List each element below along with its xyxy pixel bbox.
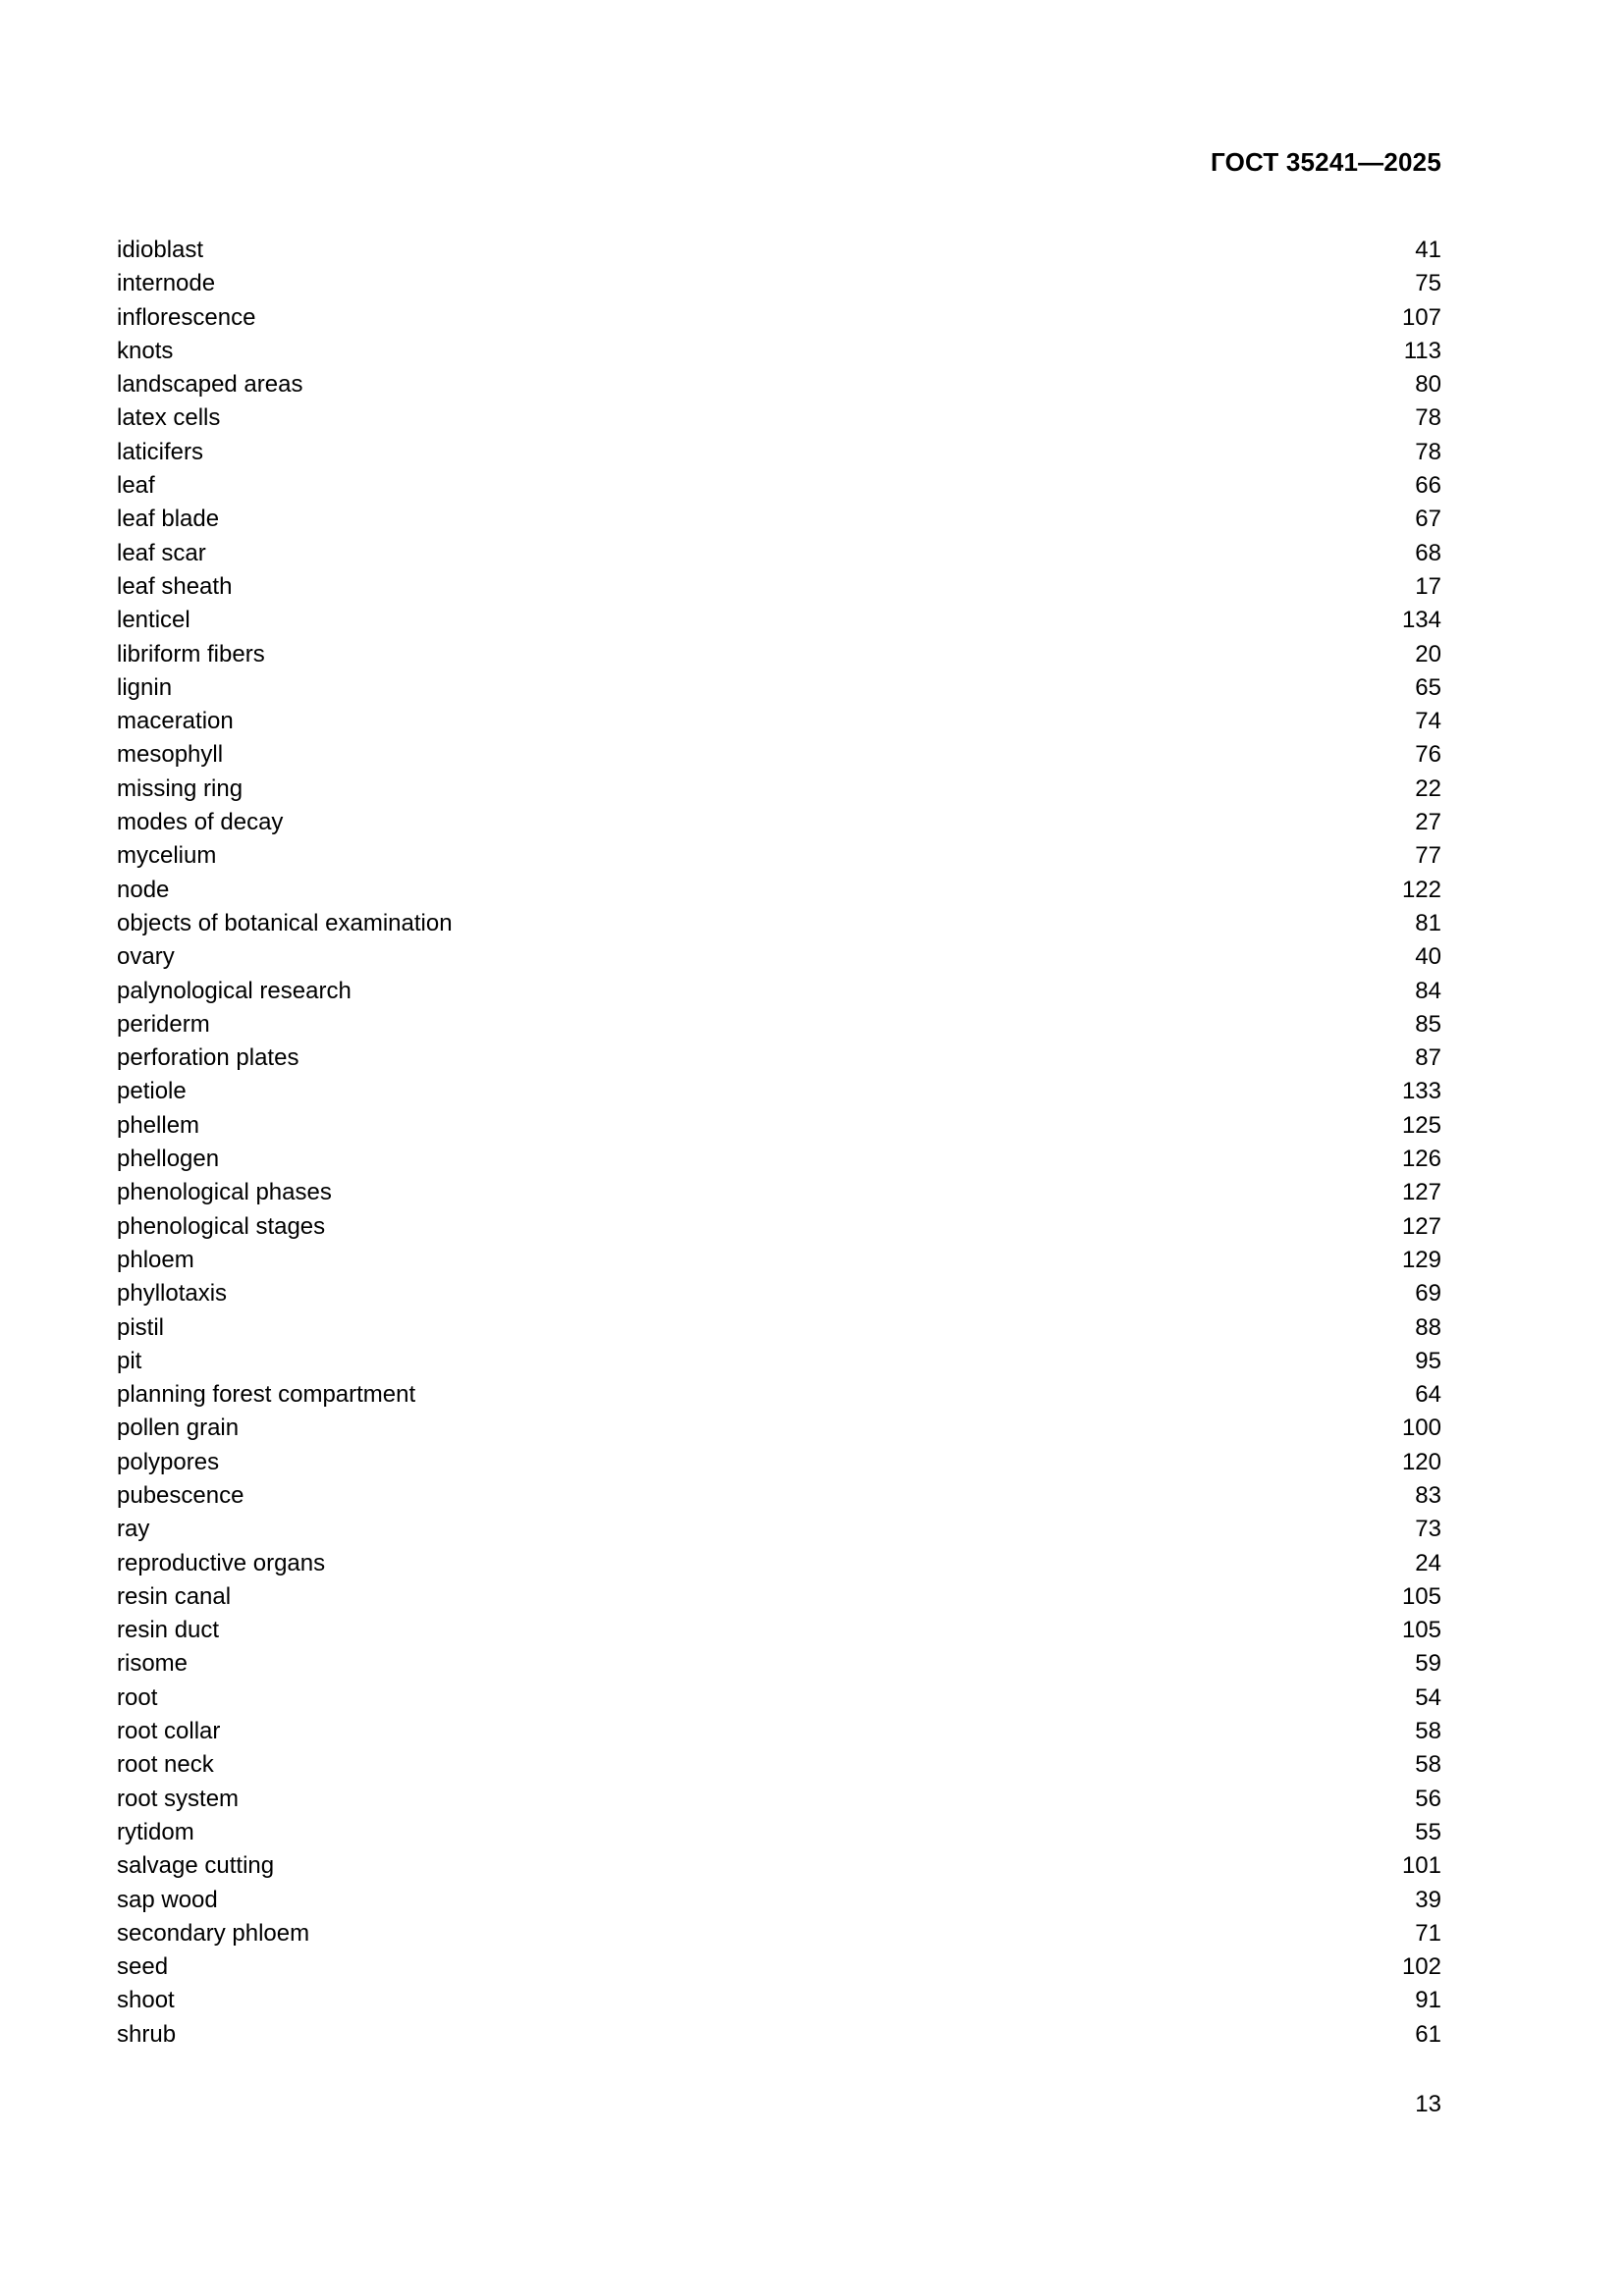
- index-term: phloem: [117, 1246, 194, 1273]
- index-term: perforation plates: [117, 1044, 299, 1072]
- index-entry: [117, 1277, 1441, 1310]
- index-term-number: 126: [1401, 1146, 1441, 1173]
- index-term-number: 41: [1415, 237, 1441, 263]
- index-term: lenticel: [117, 607, 190, 634]
- index-term-number: 55: [1415, 1818, 1441, 1845]
- index-term-number: 120: [1401, 1448, 1441, 1475]
- index-entry: [117, 1917, 1441, 1950]
- index-term: resin duct: [117, 1617, 220, 1644]
- index-term: palynological research: [117, 977, 352, 1004]
- index-entry: [117, 940, 1441, 974]
- index-term: petiole: [117, 1078, 187, 1105]
- index-term-number: 58: [1415, 1751, 1441, 1779]
- index-entry: [117, 1816, 1441, 1849]
- index-term: planning forest compartment: [117, 1381, 416, 1409]
- index-term-number: 56: [1415, 1785, 1441, 1812]
- index-entry: [117, 234, 1441, 267]
- index-entry: [117, 1849, 1441, 1883]
- index-term-number: 107: [1401, 303, 1441, 331]
- index-entry: [117, 874, 1441, 907]
- index-term-number: 20: [1415, 640, 1441, 667]
- index-term-number: 75: [1415, 270, 1441, 297]
- index-term-number: 40: [1415, 943, 1441, 971]
- index-term: resin canal: [117, 1582, 232, 1610]
- index-entry: [117, 1176, 1441, 1209]
- index-term-number: 80: [1415, 371, 1441, 399]
- index-entry: [117, 1682, 1441, 1715]
- index-entry: [117, 1143, 1441, 1176]
- index-term-number: 61: [1415, 2020, 1441, 2048]
- index-term-number: 76: [1415, 741, 1441, 769]
- index-term-number: 84: [1415, 977, 1441, 1004]
- index-entry: [117, 1479, 1441, 1513]
- index-term-number: 54: [1415, 1683, 1441, 1711]
- index-term-number: 133: [1401, 1078, 1441, 1105]
- index-term: root neck: [117, 1751, 214, 1779]
- index-entry: [117, 806, 1441, 839]
- index-term: leaf: [117, 472, 155, 500]
- index-entry: [117, 1109, 1441, 1143]
- index-term: pollen grain: [117, 1415, 240, 1442]
- index-entry: [117, 1210, 1441, 1244]
- index-term-number: 39: [1415, 1886, 1441, 1913]
- index-term-number: 100: [1401, 1415, 1441, 1442]
- index-term: reproductive organs: [117, 1549, 326, 1576]
- index-term: seed: [117, 1953, 169, 1981]
- index-term: phenological stages: [117, 1212, 326, 1240]
- index-term: phellem: [117, 1111, 200, 1139]
- index-term-number: 24: [1415, 1549, 1441, 1576]
- index-term: node: [117, 876, 170, 903]
- index-entry: [117, 267, 1441, 300]
- index-term: libriform fibers: [117, 640, 265, 667]
- index-term: phenological phases: [117, 1179, 332, 1206]
- index-entry: [117, 2018, 1441, 2052]
- index-entry: [117, 1647, 1441, 1681]
- index-term-number: 17: [1415, 572, 1441, 600]
- index-entry: [117, 1950, 1441, 1984]
- index-term-number: 27: [1415, 809, 1441, 836]
- index-term-number: 87: [1415, 1044, 1441, 1072]
- index-entry: [117, 1075, 1441, 1108]
- index-entry: [117, 335, 1441, 368]
- index-term: shoot: [117, 1987, 175, 2014]
- index-term: internode: [117, 270, 216, 297]
- index-term: sap wood: [117, 1886, 218, 1913]
- index-term: pubescence: [117, 1481, 244, 1509]
- index-entry: [117, 1244, 1441, 1277]
- index-term-number: 127: [1401, 1179, 1441, 1206]
- index-entry: [117, 503, 1441, 536]
- index-term-number: 64: [1415, 1381, 1441, 1409]
- index-term: ray: [117, 1516, 150, 1543]
- index-term-number: 22: [1415, 774, 1441, 802]
- index-entry: [117, 671, 1441, 705]
- index-term: root: [117, 1683, 158, 1711]
- index-term: salvage cutting: [117, 1852, 275, 1880]
- index-entry: [117, 1412, 1441, 1445]
- index-entry: [117, 1614, 1441, 1647]
- index-entry: [117, 1748, 1441, 1782]
- index-term-number: 134: [1401, 607, 1441, 634]
- index-term: knots: [117, 337, 174, 364]
- index-term-number: 101: [1401, 1852, 1441, 1880]
- index-term-number: 77: [1415, 842, 1441, 870]
- index-term-number: 68: [1415, 539, 1441, 566]
- index-entry: [117, 839, 1441, 873]
- index-term-number: 105: [1401, 1617, 1441, 1644]
- index-term-number: 73: [1415, 1516, 1441, 1543]
- index-term: modes of decay: [117, 809, 284, 836]
- index-entry: [117, 1345, 1441, 1378]
- index-term: leaf sheath: [117, 572, 233, 600]
- index-entry: [117, 436, 1441, 469]
- index-entry: [117, 604, 1441, 637]
- index-term-number: 127: [1401, 1212, 1441, 1240]
- index-term-number: 129: [1401, 1246, 1441, 1273]
- index-term: ovary: [117, 943, 175, 971]
- index-term: pit: [117, 1347, 142, 1374]
- index-term: phellogen: [117, 1146, 220, 1173]
- index-term-number: 59: [1415, 1650, 1441, 1678]
- index-term-number: 122: [1401, 876, 1441, 903]
- index-entry: [117, 537, 1441, 570]
- index-term-number: 81: [1415, 909, 1441, 936]
- index-term: risome: [117, 1650, 189, 1678]
- index-entry: [117, 738, 1441, 772]
- index-term: periderm: [117, 1010, 210, 1038]
- index-entry: [117, 1008, 1441, 1041]
- index-term-number: 102: [1401, 1953, 1441, 1981]
- index-entry: [117, 907, 1441, 940]
- index-term: laticifers: [117, 438, 204, 465]
- index-entry: [117, 1715, 1441, 1748]
- index-entry: [117, 368, 1441, 401]
- index-term-number: 78: [1415, 438, 1441, 465]
- index-term: root collar: [117, 1718, 221, 1745]
- page-number: 13: [1415, 2091, 1441, 2117]
- index-term-number: 91: [1415, 1987, 1441, 2014]
- index-term: mycelium: [117, 842, 217, 870]
- index-entry: [117, 1580, 1441, 1614]
- index-entry: [117, 1547, 1441, 1580]
- index-term-number: 74: [1415, 708, 1441, 735]
- index-term: objects of botanical examination: [117, 909, 453, 936]
- index-term-number: 95: [1415, 1347, 1441, 1374]
- index-entry: [117, 773, 1441, 806]
- index-entry: [117, 975, 1441, 1008]
- index-term-number: 85: [1415, 1010, 1441, 1038]
- index-entry: [117, 1041, 1441, 1075]
- index-entry: [117, 1783, 1441, 1816]
- index-entry: [117, 1311, 1441, 1345]
- index-term: inflorescence: [117, 303, 256, 331]
- index-term: secondary phloem: [117, 1919, 310, 1947]
- index-term: root system: [117, 1785, 240, 1812]
- index-term-number: 66: [1415, 472, 1441, 500]
- index-term-number: 78: [1415, 404, 1441, 432]
- index-term-number: 58: [1415, 1718, 1441, 1745]
- index-entry: [117, 1513, 1441, 1546]
- index-entry: [117, 1984, 1441, 2017]
- index-term-number: 71: [1415, 1919, 1441, 1947]
- index-term: leaf scar: [117, 539, 206, 566]
- index-term-number: 113: [1403, 337, 1441, 364]
- index-term: missing ring: [117, 774, 244, 802]
- index-term-number: 69: [1415, 1280, 1441, 1308]
- index-term: pistil: [117, 1313, 165, 1341]
- index-term-number: 105: [1401, 1582, 1441, 1610]
- index-term: phyllotaxis: [117, 1280, 228, 1308]
- index-entry: [117, 1378, 1441, 1412]
- index-entry: [117, 469, 1441, 503]
- index-term-number: 125: [1401, 1111, 1441, 1139]
- index-entry: [117, 638, 1441, 671]
- index-term-number: 88: [1415, 1313, 1441, 1341]
- index-term: maceration: [117, 708, 234, 735]
- alphabetical-index: [117, 234, 1441, 2052]
- index-entry: [117, 1446, 1441, 1479]
- index-term: rytidom: [117, 1818, 194, 1845]
- index-entry: [117, 301, 1441, 335]
- index-entry: [117, 570, 1441, 604]
- index-term: latex cells: [117, 404, 221, 432]
- document-header: ГОСТ 35241—2025: [1211, 147, 1441, 177]
- index-term-number: 67: [1415, 506, 1441, 533]
- index-term: polypores: [117, 1448, 220, 1475]
- index-term: idioblast: [117, 237, 204, 263]
- index-term: lignin: [117, 673, 173, 701]
- index-entry: [117, 401, 1441, 435]
- index-term-number: 65: [1415, 673, 1441, 701]
- index-term: mesophyll: [117, 741, 224, 769]
- index-entry: [117, 705, 1441, 738]
- index-entry: [117, 1884, 1441, 1917]
- index-term: landscaped areas: [117, 371, 303, 399]
- index-term: shrub: [117, 2020, 177, 2048]
- index-term: leaf blade: [117, 506, 220, 533]
- index-term-number: 83: [1415, 1481, 1441, 1509]
